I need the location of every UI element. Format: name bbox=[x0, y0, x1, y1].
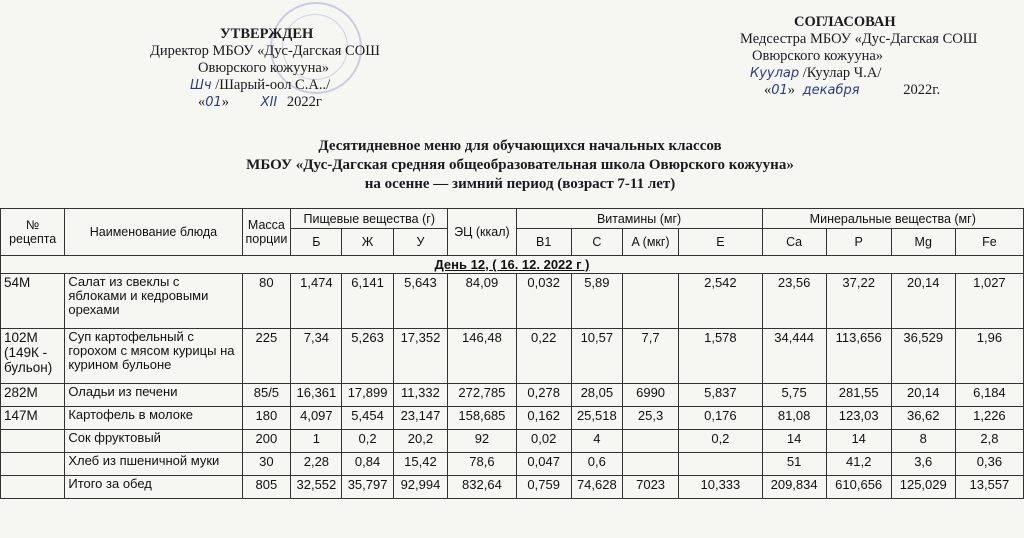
header-vitamins: Витамины (мг) bbox=[516, 209, 762, 229]
cell-fe: 0,36 bbox=[955, 453, 1023, 476]
cell-mg: 8 bbox=[891, 430, 955, 453]
cell-b1: 0,032 bbox=[516, 274, 571, 329]
cell-code: 54М bbox=[1, 274, 65, 329]
cell-b1: 0,22 bbox=[516, 329, 571, 384]
cell-name: Суп картофельный с горохом с мясом курицы на курином бульоне bbox=[65, 329, 242, 384]
cell-a: 6990 bbox=[622, 384, 678, 407]
header-ca: Ca bbox=[762, 229, 826, 256]
cell-a: 7,7 bbox=[622, 329, 678, 384]
cell-e: 10,333 bbox=[679, 476, 762, 499]
cell-b: 32,552 bbox=[291, 476, 342, 499]
cell-ca: 5,75 bbox=[762, 384, 826, 407]
cell-zh: 0,2 bbox=[342, 430, 393, 453]
agreement-block bbox=[740, 14, 1020, 99]
table-row bbox=[1, 274, 1024, 329]
cell-mass: 225 bbox=[242, 329, 291, 384]
header-e: E bbox=[679, 229, 762, 256]
cell-p: 113,656 bbox=[826, 329, 891, 384]
cell-ca: 209,834 bbox=[762, 476, 826, 499]
cell-code: 147М bbox=[1, 407, 65, 430]
agreement-date: «01» декабря 2022г. bbox=[764, 82, 941, 98]
cell-c: 5,89 bbox=[571, 274, 622, 329]
cell-e: 0,2 bbox=[679, 430, 762, 453]
cell-fe: 1,027 bbox=[955, 274, 1023, 329]
cell-b: 2,28 bbox=[291, 453, 342, 476]
cell-mg: 20,14 bbox=[891, 274, 955, 329]
cell-mg: 20,14 bbox=[891, 384, 955, 407]
director-signature: Шч bbox=[190, 78, 212, 93]
cell-u: 15,42 bbox=[393, 453, 448, 476]
header-u: У bbox=[393, 229, 448, 256]
header-mg: Mg bbox=[891, 229, 955, 256]
agreement-org: Овюрского кожууна» bbox=[752, 48, 884, 64]
cell-zh: 5,263 bbox=[342, 329, 393, 384]
header-p: P bbox=[826, 229, 891, 256]
cell-mass: 180 bbox=[242, 407, 291, 430]
cell-code bbox=[1, 476, 65, 499]
cell-ca: 51 bbox=[762, 453, 826, 476]
approval-block bbox=[150, 26, 450, 111]
cell-b1: 0,759 bbox=[516, 476, 571, 499]
nurse-signature: Куулар bbox=[750, 66, 800, 81]
cell-code bbox=[1, 453, 65, 476]
header-b1: B1 bbox=[516, 229, 571, 256]
cell-code: 282М bbox=[1, 384, 65, 407]
nurse-name: /Куулар Ч.А/ bbox=[802, 65, 882, 81]
cell-b: 16,361 bbox=[291, 384, 342, 407]
cell-p: 37,22 bbox=[826, 274, 891, 329]
cell-fe: 6,184 bbox=[955, 384, 1023, 407]
cell-a bbox=[622, 274, 678, 329]
cell-c: 4 bbox=[571, 430, 622, 453]
table-row bbox=[1, 329, 1024, 384]
header-energy: ЭЦ (ккал) bbox=[448, 209, 516, 256]
cell-ec: 84,09 bbox=[448, 274, 516, 329]
heading-line-2: МБОУ «Дус-Дагская средняя общеобразовательная школа Овюрского кожууна» bbox=[246, 157, 794, 173]
cell-mass: 30 bbox=[242, 453, 291, 476]
cell-ec: 146,48 bbox=[448, 329, 516, 384]
cell-ec: 158,685 bbox=[448, 407, 516, 430]
cell-b1: 0,047 bbox=[516, 453, 571, 476]
table-row bbox=[1, 476, 1024, 499]
cell-fe: 1,226 bbox=[955, 407, 1023, 430]
cell-a bbox=[622, 453, 678, 476]
cell-e: 2,542 bbox=[679, 274, 762, 329]
cell-e: 1,578 bbox=[679, 329, 762, 384]
cell-zh: 0,84 bbox=[342, 453, 393, 476]
cell-b: 1 bbox=[291, 430, 342, 453]
agreement-title: СОГЛАСОВАН bbox=[794, 14, 896, 30]
cell-a: 7023 bbox=[622, 476, 678, 499]
approval-date: «01» XII 2022г bbox=[198, 94, 322, 110]
cell-name: Оладьи из печени bbox=[65, 384, 242, 407]
cell-code bbox=[1, 430, 65, 453]
cell-ca: 23,56 bbox=[762, 274, 826, 329]
heading-line-3: на осенне — зимний период (возраст 7-11 лет) bbox=[364, 176, 676, 192]
cell-e: 5,837 bbox=[679, 384, 762, 407]
header-c: C bbox=[571, 229, 622, 256]
cell-u: 20,2 bbox=[393, 430, 448, 453]
cell-u: 5,643 bbox=[393, 274, 448, 329]
cell-name: Картофель в молоке bbox=[65, 407, 242, 430]
cell-fe: 1,96 bbox=[955, 329, 1023, 384]
cell-b: 1,474 bbox=[291, 274, 342, 329]
cell-a: 25,3 bbox=[622, 407, 678, 430]
header-minerals: Минеральные вещества (мг) bbox=[762, 209, 1023, 229]
cell-ca: 81,08 bbox=[762, 407, 826, 430]
cell-zh: 5,454 bbox=[342, 407, 393, 430]
cell-ec: 272,785 bbox=[448, 384, 516, 407]
cell-ca: 34,444 bbox=[762, 329, 826, 384]
cell-c: 74,628 bbox=[571, 476, 622, 499]
header-recipe: № рецепта bbox=[1, 209, 65, 256]
header-b: Б bbox=[291, 229, 342, 256]
cell-p: 610,656 bbox=[826, 476, 891, 499]
cell-zh: 6,141 bbox=[342, 274, 393, 329]
cell-zh: 35,797 bbox=[342, 476, 393, 499]
cell-name: Итого за обед bbox=[65, 476, 242, 499]
cell-u: 23,147 bbox=[393, 407, 448, 430]
cell-mass: 85/5 bbox=[242, 384, 291, 407]
header-fe: Fe bbox=[955, 229, 1023, 256]
day-label: День 12, ( 16. 12. 2022 г ) bbox=[1, 256, 1024, 274]
agreement-position: Медсестра МБОУ «Дус-Дагская СОШ bbox=[740, 31, 978, 47]
cell-ec: 78,6 bbox=[448, 453, 516, 476]
cell-mass: 200 bbox=[242, 430, 291, 453]
table-row bbox=[1, 453, 1024, 476]
cell-b: 7,34 bbox=[291, 329, 342, 384]
cell-b1: 0,278 bbox=[516, 384, 571, 407]
cell-p: 14 bbox=[826, 430, 891, 453]
header-mass: Масса порции bbox=[242, 209, 291, 256]
cell-mg: 3,6 bbox=[891, 453, 955, 476]
cell-u: 92,994 bbox=[393, 476, 448, 499]
approval-position: Директор МБОУ «Дус-Дагская СОШ bbox=[150, 43, 380, 59]
cell-b1: 0,162 bbox=[516, 407, 571, 430]
cell-name: Хлеб из пшеничной муки bbox=[65, 453, 242, 476]
cell-p: 281,55 bbox=[826, 384, 891, 407]
cell-fe: 2,8 bbox=[955, 430, 1023, 453]
menu-table bbox=[0, 208, 1024, 499]
table-row bbox=[1, 384, 1024, 407]
approval-title: УТВЕРЖДЕН bbox=[220, 26, 314, 42]
cell-ec: 832,64 bbox=[448, 476, 516, 499]
cell-b: 4,097 bbox=[291, 407, 342, 430]
approval-org: Овюрского кожууна» bbox=[198, 60, 330, 76]
cell-fe: 13,557 bbox=[955, 476, 1023, 499]
cell-e bbox=[679, 453, 762, 476]
cell-mass: 80 bbox=[242, 274, 291, 329]
cell-a bbox=[622, 430, 678, 453]
cell-ca: 14 bbox=[762, 430, 826, 453]
cell-c: 10,57 bbox=[571, 329, 622, 384]
cell-u: 11,332 bbox=[393, 384, 448, 407]
table-row bbox=[1, 407, 1024, 430]
heading-line-1: Десятидневное меню для обучающихся начальных классов bbox=[318, 138, 722, 154]
cell-c: 0,6 bbox=[571, 453, 622, 476]
cell-p: 123,03 bbox=[826, 407, 891, 430]
cell-e: 0,176 bbox=[679, 407, 762, 430]
header-dish: Наименование блюда bbox=[65, 209, 242, 256]
cell-u: 17,352 bbox=[393, 329, 448, 384]
cell-name: Салат из свеклы с яблоками и кедровыми орехами bbox=[65, 274, 242, 329]
header-nutrients: Пищевые вещества (г) bbox=[291, 209, 448, 229]
cell-zh: 17,899 bbox=[342, 384, 393, 407]
cell-mg: 36,529 bbox=[891, 329, 955, 384]
cell-ec: 92 bbox=[448, 430, 516, 453]
cell-mass: 805 bbox=[242, 476, 291, 499]
header-a: A (мкг) bbox=[622, 229, 678, 256]
cell-b1: 0,02 bbox=[516, 430, 571, 453]
cell-p: 41,2 bbox=[826, 453, 891, 476]
header-zh: Ж bbox=[342, 229, 393, 256]
cell-code: 102М (149К - бульон) bbox=[1, 329, 65, 384]
table-row bbox=[1, 430, 1024, 453]
cell-mg: 36,62 bbox=[891, 407, 955, 430]
cell-c: 25,518 bbox=[571, 407, 622, 430]
director-name: /Шарый-оол С.А../ bbox=[215, 77, 331, 93]
cell-c: 28,05 bbox=[571, 384, 622, 407]
document-heading bbox=[140, 137, 900, 194]
cell-name: Сок фруктовый bbox=[65, 430, 242, 453]
cell-mg: 125,029 bbox=[891, 476, 955, 499]
